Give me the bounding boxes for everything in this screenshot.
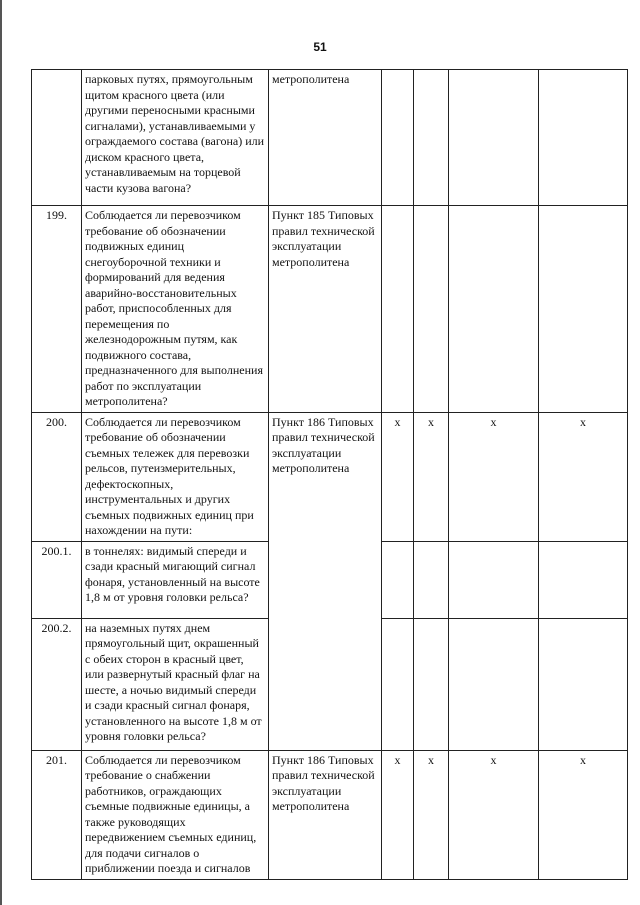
checklist-table [31, 69, 628, 880]
answer-yes-cell [382, 541, 414, 618]
answer-yes-cell: x [382, 750, 414, 879]
page-edge [0, 0, 2, 905]
answer-yes-cell [382, 206, 414, 413]
question-text: парковых путях, прямоугольным щитом красного цвета (или другими переносными красными сигналами), устанавливаемыми у ограждаемого состава (вагона) или диском красного цвета, устанавливаемым на торцевой части кузова вагона? [82, 70, 269, 206]
answer-yes-cell [382, 618, 414, 750]
answer-no-cell [414, 206, 449, 413]
table-row [32, 750, 628, 879]
answer-no-cell [414, 618, 449, 750]
row-number: 199. [32, 206, 82, 413]
not-applicable-cell [449, 70, 539, 206]
not-applicable-cell [449, 541, 539, 618]
page-number: 51 [313, 40, 327, 54]
question-text: Соблюдается ли перевозчиком требование об обозначении съемных тележек для перевозки рельсов, путеизмерительных, дефектоскопных, инструментальных и других съемных подвижных единиц при нахождении на пути: [82, 412, 269, 541]
question-text: Соблюдается ли перевозчиком требование о снабжении работников, ограждающих съемные подвижные единицы, а также руководящих передвижением съемных единиц, для подачи сигналов о приближении поезда и сигналов [82, 750, 269, 879]
table-row [32, 206, 628, 413]
notes-cell [539, 206, 628, 413]
row-number: 200. [32, 412, 82, 541]
not-applicable-cell [449, 618, 539, 750]
legal-reference: Пункт 186 Типовых правил технической эксплуатации метрополитена [269, 750, 382, 879]
row-number: 200.2. [32, 618, 82, 750]
notes-cell [539, 70, 628, 206]
legal-reference: метрополитена [269, 70, 382, 206]
answer-no-cell [414, 70, 449, 206]
row-number: 200.1. [32, 541, 82, 618]
answer-yes-cell [382, 70, 414, 206]
question-text: на наземных путях днем прямоугольный щит, окрашенный с обеих сторон в красный цвет, или развернутый красный флаг на шесте, а ночью видимый спереди и сзади красный сигнал фонаря, установленного на высоте 1,8 м от уровня головки рельса? [82, 618, 269, 750]
not-applicable-cell: x [449, 412, 539, 541]
row-number: 201. [32, 750, 82, 879]
answer-no-cell: x [414, 412, 449, 541]
legal-reference: Пункт 185 Типовых правил технической эксплуатации метрополитена [269, 206, 382, 413]
answer-yes-cell: x [382, 412, 414, 541]
notes-cell [539, 618, 628, 750]
table-row [32, 412, 628, 541]
table-row [32, 70, 628, 206]
question-text: в тоннелях: видимый спереди и сзади красный мигающий сигнал фонаря, установленный на высоте 1,8 м от уровня головки рельса? [82, 541, 269, 618]
legal-reference: Пункт 186 Типовых правил технической эксплуатации метрополитена [269, 412, 382, 750]
notes-cell: x [539, 750, 628, 879]
answer-no-cell [414, 541, 449, 618]
question-text: Соблюдается ли перевозчиком требование об обозначении подвижных единиц снегоуборочной техники и формирований для ведения аварийно-восстановительных работ, приспособленных для перемещения по железнодорожным путям, как подвижного состава, предназначенного для выполнения работ по эксплуатации метрополитена? [82, 206, 269, 413]
answer-no-cell: x [414, 750, 449, 879]
notes-cell: x [539, 412, 628, 541]
row-number [32, 70, 82, 206]
not-applicable-cell: x [449, 750, 539, 879]
notes-cell [539, 541, 628, 618]
not-applicable-cell [449, 206, 539, 413]
